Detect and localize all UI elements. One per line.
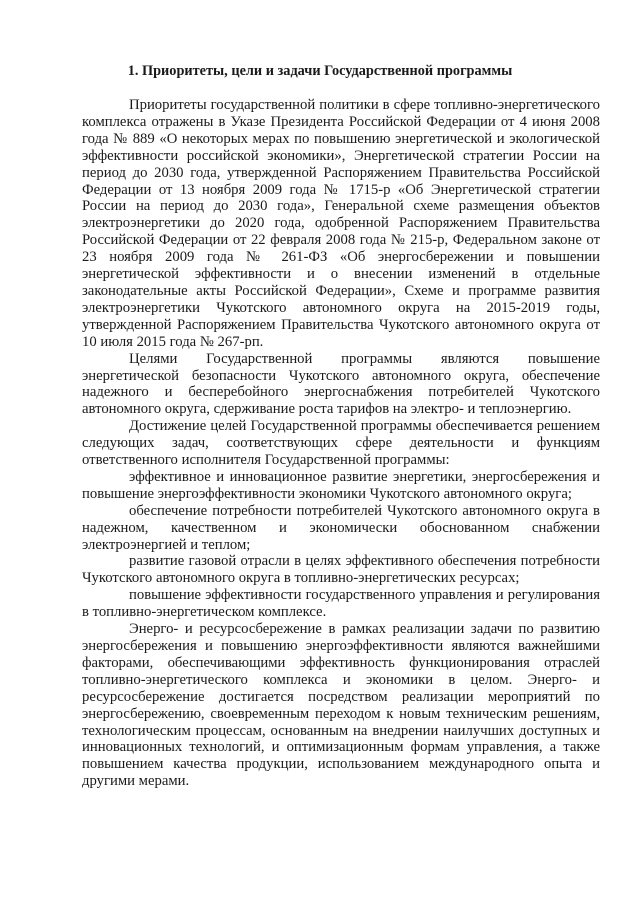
task-item-supply: обеспечение потребности потребителей Чукотского автономного округа в надежном, качественном и экономически обоснованном снабжении электроэнергией и теплом; — [82, 502, 600, 553]
document-body — [82, 97, 600, 790]
paragraph-tasks-intro: Достижение целей Государственной программы обеспечивается решением следующих задач, соответствующих сфере деятельности и функциям ответственного исполнителя Государственной программы: — [82, 418, 600, 469]
task-item-energy-efficiency: эффективное и инновационное развитие энергетики, энергосбережения и повышение энергоэффективности экономики Чукотского автономного округа; — [82, 468, 600, 502]
paragraph-goals: Целями Государственной программы являются повышение энергетической безопасности Чукотского автономного округа, обеспечение надежного и бесперебойного энергоснабжения потребителей Чукотского автономного округа, сдерживание роста тарифов на электро- и теплоэнергию. — [82, 350, 600, 418]
task-item-management: повышение эффективности государственного управления и регулирования в топливно-энергетическом комплексе. — [82, 587, 600, 621]
paragraph-priorities: Приоритеты государственной политики в сфере топливно-энергетического комплекса отражены в Указе Президента Российской Федерации от 4 июня 2008 года № 889 «О некоторых мерах по повышению энергетической и экологической эффективности российской экономики», Энергетической стратегии России на период до 2030 года, утвержденной Распоряжением Правительства Российской Федерации от 13 ноября 2009 года № 1715-р «Об Энергетической стратегии России на период до 2030 года», Генеральной схеме размещения объектов электроэнергетики до 2020 года, одобренной Распоряжением Правительства Российской Федерации от 22 февраля 2008 года № 215-р, Федеральном законе от 23 ноября 2009 года № 261-ФЗ «Об энергосбережении и повышении энергетической эффективности и о внесении изменений в отдельные законодательные акты Российской Федерации», Схеме и программе развития электроэнергетики Чукотского автономного округа на 2015-2019 годы, утвержденной Распоряжением Правительства Чукотского автономного округа от 10 июля 2015 года № 267-рп. — [82, 97, 600, 350]
paragraph-energy-saving: Энерго- и ресурсосбережение в рамках реализации задачи по развитию энергосбережения и повышению энергоэффективности являются важнейшими факторами, обеспечивающими эффективность функционирования отраслей топливно-энергетического комплекса и экономики в целом. Энерго- и ресурсосбережение достигается посредством реализации мероприятий по энергосбережению, своевременным переходом к новым техническим решениям, технологическим процессам, основанным на внедрении наилучших доступных и инновационных технологий, и оптимизационным формам управления, а также повышением качества продукции, использованием международного опыта и другими мерами. — [82, 621, 600, 790]
section-heading: 1. Приоритеты, цели и задачи Государственной программы — [127, 63, 513, 79]
task-item-gas: развитие газовой отрасли в целях эффективного обеспечения потребности Чукотского автономного округа в топливно-энергетических ресурсах; — [82, 553, 600, 587]
